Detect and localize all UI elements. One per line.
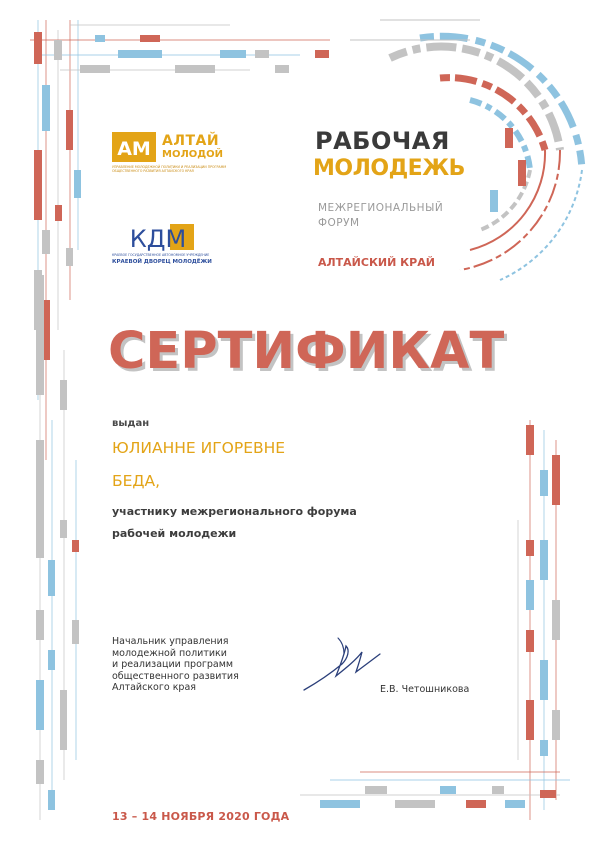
forum-title-line2: МОЛОДЕЖЬ bbox=[313, 156, 465, 181]
kdm-mark-icon bbox=[118, 222, 200, 252]
recipient-name-line1: ЮЛИАННЕ ИГОРЕВНЕ bbox=[112, 439, 286, 457]
kdm-logo-caption: КРАЕВОЕ ГОСУДАРСТВЕННОЕ АВТОНОМНОЕ УЧРЕЖДЕНИЕ bbox=[112, 253, 210, 257]
kdm-logo-name: КРАЕВОЙ ДВОРЕЦ МОЛОДЁЖИ bbox=[112, 259, 212, 265]
altai-molodoy-logo bbox=[112, 132, 242, 178]
altai-logo-subtitle: МОЛОДОЙ bbox=[162, 149, 224, 160]
participation-line1: участнику межрегионального форума bbox=[112, 505, 357, 518]
forum-subtitle bbox=[318, 201, 443, 231]
handwritten-signature bbox=[300, 626, 384, 696]
forum-subtitle-line1: МЕЖРЕГИОНАЛЬНЫЙ bbox=[318, 202, 444, 214]
position-line: Алтайского края bbox=[112, 682, 197, 693]
frame-left bbox=[36, 275, 79, 820]
position-line: Начальник управления bbox=[112, 636, 229, 647]
participation-line2: рабочей молодежи bbox=[112, 527, 237, 540]
position-line: и реализации программ bbox=[112, 659, 234, 670]
issued-label: выдан bbox=[112, 418, 150, 429]
event-date: 13 – 14 НОЯБРЯ 2020 ГОДА bbox=[112, 810, 290, 823]
signer-name: Е.В. Четошникова bbox=[380, 684, 470, 695]
forum-title-line1: РАБОЧАЯ bbox=[315, 127, 450, 155]
kdm-mark-text: КДМ bbox=[129, 225, 187, 252]
altai-logo-caption: УПРАВЛЕНИЕ МОЛОДЕЖНОЙ ПОЛИТИКИ И РЕАЛИЗАЦИИ ПРОГРАММ ОБЩЕСТВЕННОГО РАЗВИТИЯ АЛТАЙСКОГО КРАЯ bbox=[112, 165, 227, 174]
signatory-position bbox=[112, 636, 239, 694]
altai-logo-title: АЛТАЙ bbox=[162, 133, 220, 149]
kdm-logo bbox=[112, 222, 212, 270]
certificate-heading: СЕРТИФИКАТ bbox=[108, 322, 505, 381]
forum-region: АЛТАЙСКИЙ КРАЙ bbox=[318, 256, 435, 269]
position-line: молодежной политики bbox=[112, 647, 227, 659]
altai-mark-text: АМ bbox=[117, 138, 151, 160]
forum-subtitle-line2: ФОРУМ bbox=[318, 217, 360, 229]
position-line: общественного развития bbox=[112, 670, 239, 682]
altai-molodoy-mark-icon bbox=[112, 132, 156, 162]
recipient-name-line2: БЕДА, bbox=[112, 472, 161, 490]
frame-bottom-right bbox=[300, 420, 570, 820]
